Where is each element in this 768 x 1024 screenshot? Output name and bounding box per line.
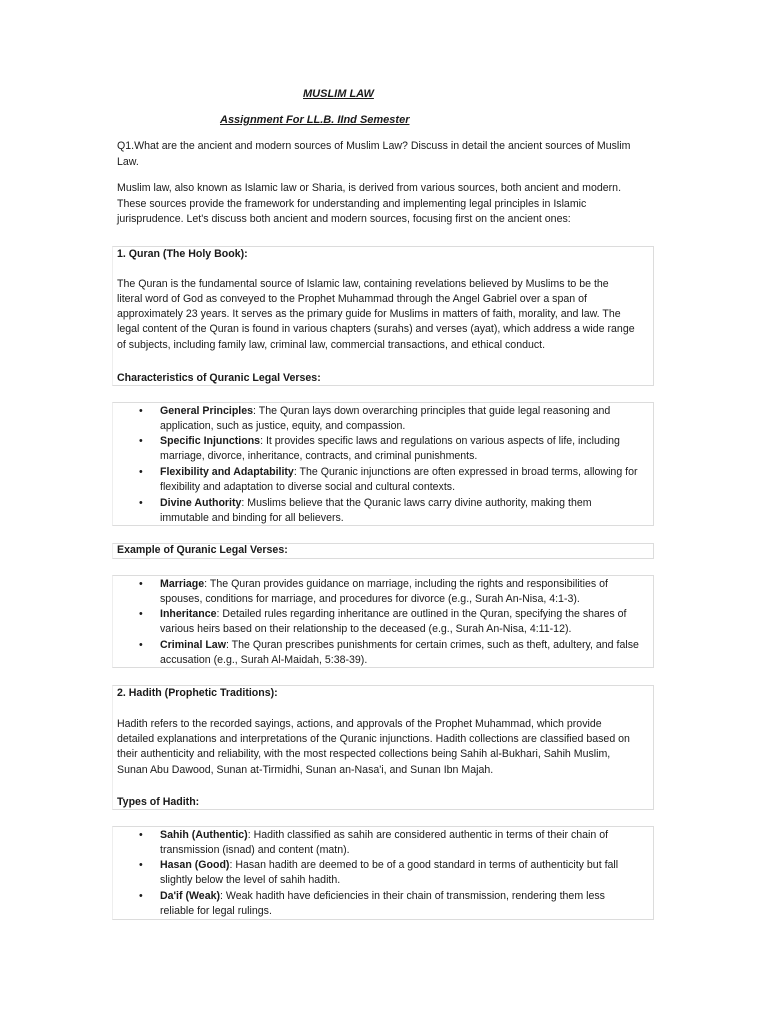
intro-line: Muslim law, also known as Islamic law or Sharia, is derived from various sources, both ancient and modern. [117,182,622,194]
quran-line: literal word of God as conveyed to the Prophet Muhammad through the Angel Gabriel over a span of [117,293,587,305]
list-text: transmission (isnad) and content (matn). [160,844,350,856]
list-term: General Principles [160,405,254,417]
list-term: Sahih (Authentic) [160,829,248,841]
examples-heading: Example of Quranic Legal Verses: [117,544,288,556]
list-term: Marriage [160,578,205,590]
bullet-icon: • [139,405,143,417]
list-text: reliable for legal rulings. [160,905,272,917]
intro-line: These sources provide the framework for understanding and implementing legal principles in Islamic [117,198,587,210]
bullet-icon: • [139,608,143,620]
intro-line: jurisprudence. Let's discuss both ancient and modern sources, focusing first on the ancient ones: [117,213,571,225]
bullet-icon: • [139,639,143,651]
quran-line: The Quran is the fundamental source of Islamic law, containing revelations believed by Muslims to be the [117,278,609,290]
bullet-icon: • [139,578,143,590]
list-text: : The Quran lays down overarching principles that guide legal reasoning and [253,405,611,417]
hadith-types-heading: Types of Hadith: [117,796,200,808]
list-term: Divine Authority [160,497,242,509]
hadith-line: their authenticity and reliability, with the most respected collections being Sahih al-Bukhari, Sahih Muslim, [117,748,611,760]
list-term: Flexibility and Adaptability [160,466,294,478]
hadith-heading: 2. Hadith (Prophetic Traditions): [117,687,278,699]
list-text: accusation (e.g., Surah Al-Maidah, 5:38-39). [160,654,368,666]
list-text: : Weak hadith have deficiencies in their chain of transmission, rendering them less [220,890,605,902]
hadith-line: detailed explanations and interpretations of the Quranic injunctions. Hadith collections are classified based on [117,733,630,745]
list-text: : Hasan hadith are deemed to be of a good standard in terms of authenticity but fall [229,859,619,871]
list-text: : It provides specific laws and regulations on various aspects of life, including [260,435,620,447]
question-line: Q1.What are the ancient and modern sources of Muslim Law? Discuss in detail the ancient sources of Muslim [117,140,631,152]
list-text: spouses, conditions for marriage, and procedures for divorce (e.g., Surah An-Nisa, 4:1-3). [160,593,580,605]
quran-line: of subjects, including family law, criminal law, commercial transactions, and ethical conduct. [117,339,546,351]
list-text: : The Quran provides guidance on marriage, including the rights and responsibilities of [204,578,608,590]
bullet-icon: • [139,497,143,509]
quran-line: legal content of the Quran is found in various chapters (surahs) and verses (ayat), which address a wide range [117,323,635,335]
list-term: Inheritance [160,608,217,620]
bullet-icon: • [139,859,143,871]
list-text: application, such as justice, equity, and compassion. [160,420,406,432]
list-text: : The Quranic injunctions are often expressed in broad terms, allowing for [293,466,638,478]
list-text: : The Quran prescribes punishments for certain crimes, such as theft, adultery, and false [225,639,639,651]
document-title: MUSLIM LAW [303,88,374,100]
bullet-icon: • [139,829,143,841]
quran-line: approximately 23 years. It serves as the primary guide for Muslims in matters of faith, morality, and law. The [117,308,621,320]
list-term: Hasan (Good) [160,859,230,871]
list-text: immutable and binding for all believers. [160,512,344,524]
question-line: Law. [117,156,139,168]
list-text: slightly below the level of sahih hadith. [160,874,341,886]
characteristics-heading: Characteristics of Quranic Legal Verses: [117,372,321,384]
bullet-icon: • [139,466,143,478]
document-subtitle: Assignment For LL.B. IInd Semester [220,114,410,126]
bullet-icon: • [139,890,143,902]
list-text: various heirs based on their relationship to the deceased (e.g., Surah An-Nisa, 4:11-12). [160,623,572,635]
bullet-icon: • [139,435,143,447]
list-text: flexibility and adaptation to diverse social and cultural contexts. [160,481,456,493]
list-term: Criminal Law [160,639,226,651]
quran-heading: 1. Quran (The Holy Book): [117,248,248,260]
list-term: Specific Injunctions [160,435,261,447]
list-term: Da'if (Weak) [160,890,221,902]
list-text: : Muslims believe that the Quranic laws carry divine authority, making them [241,497,592,509]
hadith-line: Hadith refers to the recorded sayings, actions, and approvals of the Prophet Muhammad, which provide [117,718,602,730]
hadith-line: Sunan Abu Dawood, Sunan at-Tirmidhi, Sunan an-Nasa'i, and Sunan Ibn Majah. [117,764,494,776]
list-text: : Hadith classified as sahih are considered authentic in terms of their chain of [247,829,609,841]
list-text: marriage, divorce, inheritance, contracts, and criminal punishments. [160,450,478,462]
list-text: : Detailed rules regarding inheritance are outlined in the Quran, specifying the shares of [216,608,627,620]
